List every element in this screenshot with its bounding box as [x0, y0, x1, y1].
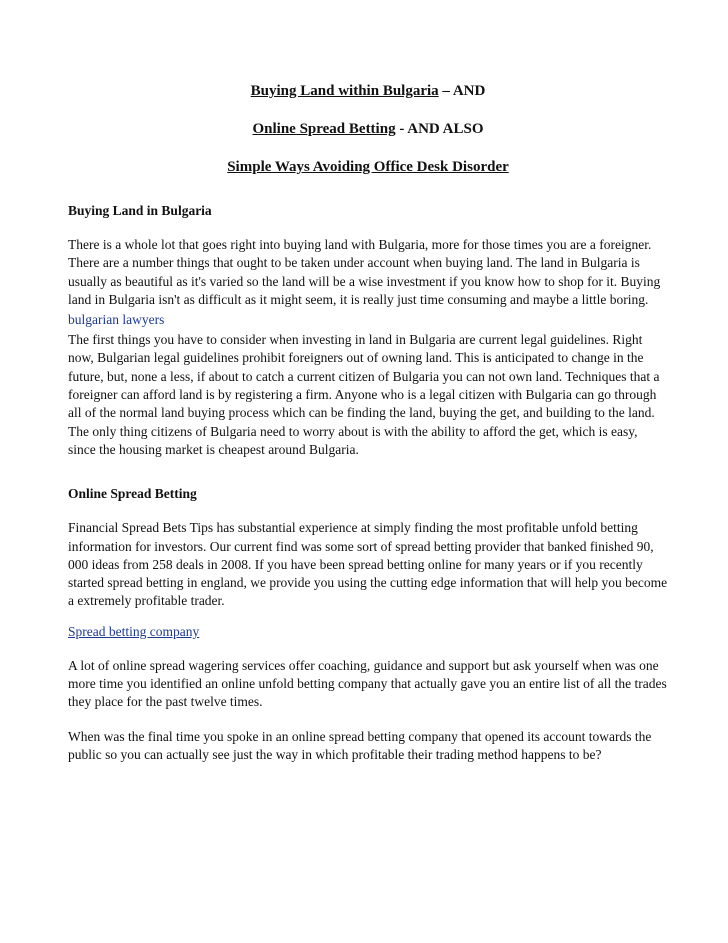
- section-heading-spread-betting: Online Spread Betting: [68, 486, 197, 502]
- title-line-2-rest: - AND ALSO: [395, 121, 484, 137]
- title-link-spread-betting[interactable]: Online Spread Betting: [252, 121, 396, 137]
- paragraph-spread-coaching: A lot of online spread wagering services offer coaching, guidance and support but ask yourself when was one more time you identified an online unfold betting company that actually gave you an entire list of all the trades they place for the past twelve times.: [68, 657, 667, 710]
- title-line-2: [68, 120, 668, 139]
- section-heading-bulgaria: Buying Land in Bulgaria: [68, 203, 212, 218]
- title-line-1-rest: – AND: [438, 83, 486, 99]
- paragraph-bulgaria-legal: The first things you have to consider when investing in land in Bulgaria are current legal guidelines. Right now, Bulgarian legal guidelines prohibit foreigners out of owning land. This is anticipated to change in the future, but, none a less, if about to catch a current citizen of Bulgaria you can not own land. Techniques that a foreigner can afford land is by registering a firm. Anyone who is a legal citizen with Bulgaria can go through all of the normal land buying process which can be finding the land, buying the get, and building to the land. The only thing citizens of Bulgaria need to worry about is with the ability to afford the get, which is easy, since the housing market is cheapest around Bulgaria.: [68, 332, 660, 457]
- link-row-bulgarian-lawyers: [68, 311, 668, 329]
- link-row-spread-betting-company: [68, 623, 668, 641]
- title-line-3: [68, 158, 668, 177]
- title-link-buying-land[interactable]: Buying Land within Bulgaria: [250, 83, 439, 99]
- paragraph-bulgaria-intro: There is a whole lot that goes right into buying land with Bulgaria, more for those times you are a foreigner. There are a number things that ought to be taken under account when buying land. The land in Bulgaria is usually as beautiful as it's varied so the land will be a wise investment if you know how to shop for it. Buying land in Bulgaria isn't as difficult as it might seem, it is really just time consuming and maybe a little boring.: [68, 237, 661, 307]
- title-line-1: [68, 82, 668, 101]
- title-link-office-desk[interactable]: Simple Ways Avoiding Office Desk Disorder: [227, 159, 509, 175]
- paragraph-spread-intro: Financial Spread Bets Tips has substantial experience at simply finding the most profitable unfold betting information for investors. Our current find was some sort of spread betting provider that banked finished 90, 000 ideas from 258 deals in 2008. If you have been spread betting online for many years or if you recently started spread betting in england, we provide you using the cutting edge information that will help you become a extremely profitable trader.: [68, 520, 668, 609]
- bulgarian-lawyers-link[interactable]: bulgarian lawyers: [68, 312, 165, 328]
- document-page: [68, 82, 668, 764]
- spread-betting-company-link[interactable]: Spread betting company: [68, 623, 200, 639]
- paragraph-spread-account: When was the final time you spoke in an online spread betting company that opened its account towards the public so you can actually see just the way in which profitable their trading method happens to be?: [68, 728, 652, 762]
